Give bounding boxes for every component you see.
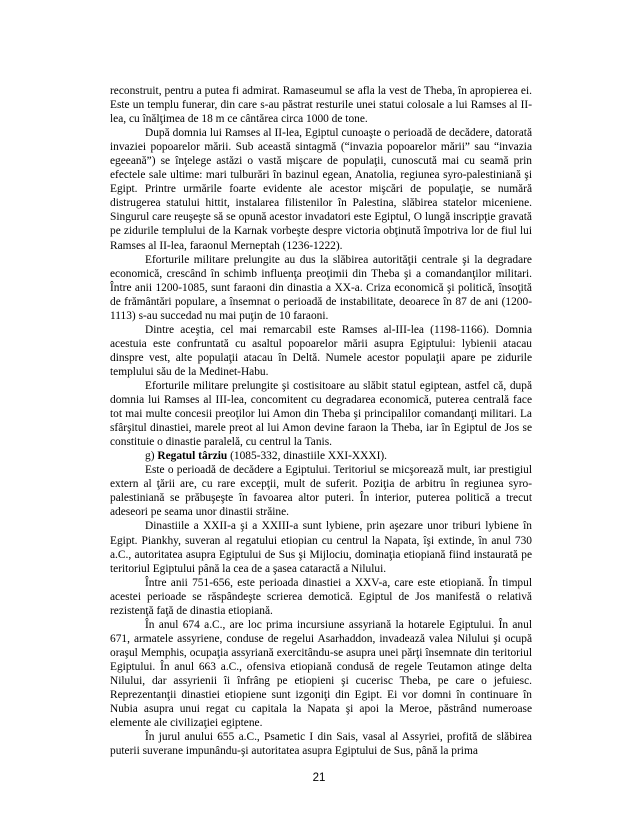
section-heading-title: Regatul târziu	[157, 450, 228, 463]
paragraph-2: După domnia lui Ramses al II-lea, Egiptul cunoaşte o perioadă de decădere, datorată invaziei popoarelor mării. Sub această sintagmă (“invazia popoarelor mării” sau “invazia egeeană”) se înţelege astăzi o vastă mişcare de populaţii, cunoscută mai cu seamă prin efectele sale ultime: mari tulburări în bazinul egean, Anatolia, regiunea syro-palestiniană şi Egipt. Printre urmările foarte evidente ale acestor mişcări de populaţie, se numără distrugerea statului hittit, instalarea filistenilor în Palestina, slăbirea statelor miceniene. Singurul care reuşeşte să se opună acestor invadatori este Egiptul, O lungă inscripţie gravată pe zidurile templului de la Karnak vorbeşte despre victoria obţinută împotriva lor de fiul lui Ramses al II-lea, faraonul Merneptah (1236-1222).	[110, 127, 532, 252]
paragraph-8: Între anii 751-656, este perioada dinastiei a XXV-a, care este etiopiană. În timpul acestei perioade se răspândeşte scrierea demotică. Egiptul de Jos manifestă o relativă rezistenţă faţă de dinastia etiopiană.	[110, 576, 532, 617]
paragraph-9: În anul 674 a.C., are loc prima incursiune assyriană la hotarele Egiptului. În anul 671, armatele assyriene, conduse de regelui Asarhaddon, invadează valea Nilului şi ocupă oraşul Memphis, ocupaţia assyriană exercitându-se asupra unei părţi însemnate din teritoriul Egiptului. În anul 663 a.C., ofensiva etiopiană condusă de regele Teutamon atinge delta Nilului, dar assyrienii îi înfrâng pe etiopieni şi cucerisc Theba, pe care o jefuiesc. Reprezentanţii dinastiei etiopiene sunt izgoniţi din Egipt. Ei vor domni în continuare în Nubia asupra unui regat cu capitala la Napata şi apoi la Meroe, păstrând numeroase elemente ale civilizaţiei egiptene.	[110, 618, 532, 730]
paragraph-1: reconstruit, pentru a putea fi admirat. Ramaseumul se afla la vest de Theba, în apropierea ei. Este un templu funerar, din care s-au păstrat resturile unei statui colosale a lui Ramses al II-lea, cu înălţimea de 18 m ce cântărea circa 1000 de tone.	[110, 85, 532, 126]
paragraph-10: În jurul anului 655 a.C., Psametic I din Sais, vasal al Assyriei, profită de slăbirea puterii suverane impunându-şi autoritatea asupra Egiptului de Sus, până la prima	[110, 731, 532, 758]
paragraph-4: Dintre aceştia, cel mai remarcabil este Ramses al-III-lea (1198-1166). Domnia acestuia este confruntată cu asaltul popoarelor mării asupra Egiptului: lybienii atacau dinspre vest, alte populaţii atacau în Deltă. Numele acestor populaţii apare pe zidurile templului său de la Medinet-Habu.	[110, 323, 532, 378]
section-heading-suffix: (1085-332, dinastiile XXI-XXXI).	[227, 450, 388, 463]
section-heading-prefix: g)	[145, 450, 158, 463]
page-body	[110, 84, 532, 758]
page-number: 21	[312, 772, 326, 784]
paragraph-7: Dinastiile a XXII-a şi a XXIII-a sunt lybiene, prin aşezare unor triburi lybiene în Egipt. Piankhy, suveran al regatului etiopian cu centrul la Napata, îşi extinde, în anul 730 a.C., autoritatea asupra Egiptului de Sus şi Mijlociu, dominaţia etiopiană fiind instaurată pe teritoriul Egiptului până la cea de a şasea cataractă a Nilului.	[110, 520, 532, 575]
section-heading	[110, 449, 532, 463]
paragraph-6: Este o perioadă de decădere a Egiptului. Teritoriul se micşorează mult, iar prestigiul extern al ţării are, cu rare excepţii, mult de suferit. Poziţia de arbitru în regiunea syro-palestiniană se prăbuşeşte în favoarea altor puteri. În interior, puterea politică a trecut adeseori pe seama unor dinastii străine.	[110, 464, 532, 519]
paragraph-3: Eforturile militare prelungite au dus la slăbirea autorităţii centrale şi la degradare economică, crescând în schimb influenţa preoţimii din Theba şi a comandanţilor militari. Între anii 1200-1085, sunt faraoni din dinastia a XX-a. Criza economică şi politică, însoţită de frământări populare, a însemnat o perioadă de instabilitate, deoarece în 87 de ani (1200-1113) s-au succedad nu mai puţin de 10 faraoni.	[110, 253, 532, 322]
paragraph-5: Eforturile militare prelungite şi costisitoare au slăbit statul egiptean, astfel că, după domnia lui Ramses al III-lea, concomitent cu degradarea economică, puterea centrală face tot mai multe concesii preoţilor lui Amon din Theba şi principalilor comandanţi militari. La sfârşitul dinastiei, marele preot al lui Amon devine faraon la Theba, iar în Egiptul de Jos se constituie o dinastie paralelă, cu centrul la Tanis.	[110, 379, 532, 449]
